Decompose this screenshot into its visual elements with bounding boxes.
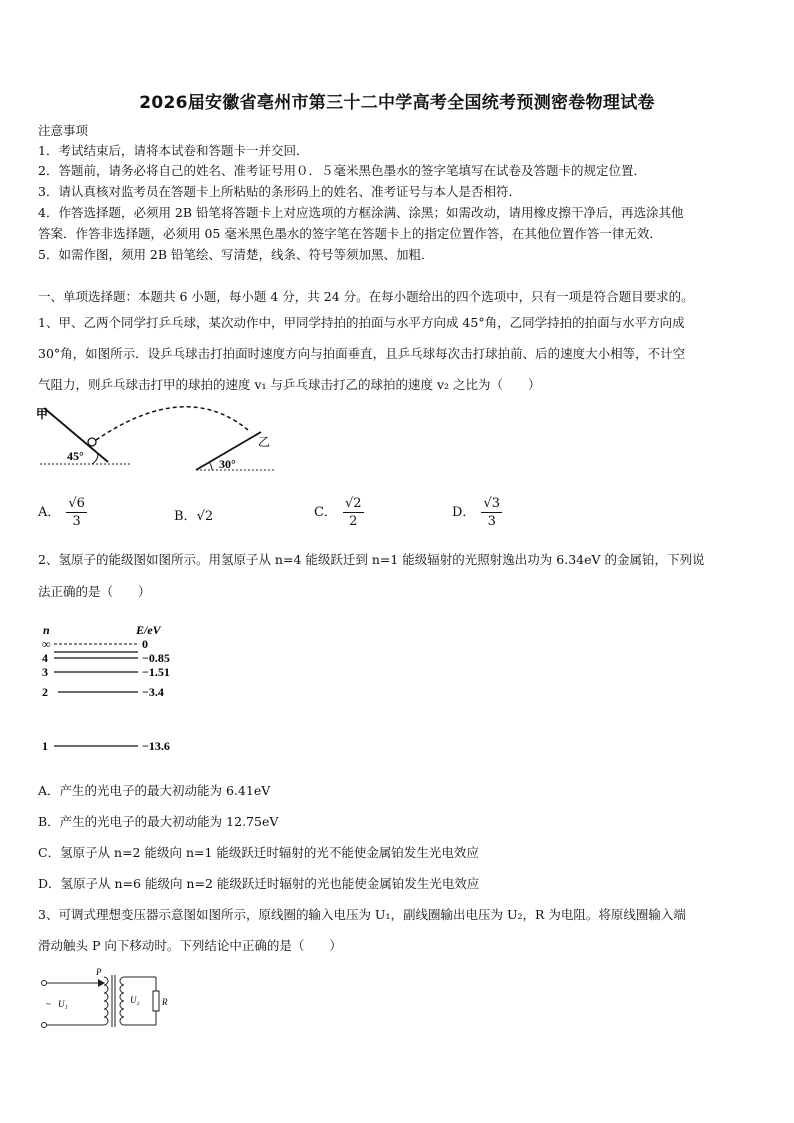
section-heading: 一、单项选择题：本题共 6 小题，每小题 4 分，共 24 分。在每小题给出的四个选项中，只有一项是符合题目要求的。: [38, 289, 694, 304]
option-a-numerator: √6: [68, 496, 85, 511]
notice-item-4: 4．作答选择题，必须用 2B 铅笔将答题卡上对应选项的方框涂满、涂黑；如需改动，请用橡皮擦干净后，再选涂其他: [38, 205, 684, 220]
axis-e-label: E/eV: [136, 623, 161, 637]
q3-line-2: 滑动触头 P 向下移动时。下列结论中正确的是（ ）: [38, 938, 342, 953]
label-yi: 乙: [258, 435, 271, 449]
option-c-fraction: [343, 496, 364, 529]
q2-option-b[interactable]: B．产生的光电子的最大初动能为 12.75eV: [38, 814, 279, 829]
q2-line-2: 法正确的是（ ）: [38, 584, 151, 599]
notice-item-4-cont: 答案．作答非选择题，必须用 05 毫米黑色墨水的签字笔在答题卡上的指定位置作答，在其他位置作答一律无效．: [38, 226, 662, 241]
notice-item-3: 3．请认真核对监考员在答题卡上所粘贴的条形码上的姓名、准考证号与本人是否相符．: [38, 184, 521, 199]
label-u2: U₂: [130, 995, 140, 1005]
q1-line-1: 1、甲、乙两个同学打乒乓球，某次动作中，甲同学持拍的拍面与水平方向成 45°角，乙同学持拍的拍面与水平方向成: [38, 315, 685, 330]
notice-item-5: 5．如需作图，须用 2B 铅笔绘、写清楚，线条、符号等须加黑、加粗．: [38, 247, 434, 262]
label-jia: 甲: [36, 407, 49, 421]
q1-line-3: 气阻力，则乒乓球击打甲的球拍的速度 v₁ 与乒乓球击打乙的球拍的速度 v₂ 之比为（ ）: [38, 377, 541, 392]
level-e-1: −13.6: [142, 739, 170, 753]
option-d-numerator: √3: [483, 496, 500, 511]
energy-level-diagram: [38, 622, 188, 756]
level-e-4: −0.85: [142, 651, 170, 665]
notice-item-2: 2．答题前，请务必将自己的姓名、准考证号用０．５毫米黑色墨水的签字笔填写在试卷及答题卡的规定位置．: [38, 163, 646, 178]
q2-line-1: 2、氢原子的能级图如图所示。用氢原子从 n=4 能级跃迁到 n=1 能级辐射的光照射逸出功为 6.34eV 的金属铂，下列说: [38, 552, 705, 567]
q1-option-d[interactable]: [452, 496, 502, 529]
option-b-label: B．: [174, 509, 197, 524]
secondary-coil: [120, 977, 124, 1025]
q2-option-c[interactable]: C．氢原子从 n=2 能级向 n=1 能级跃迁时辐射的光不能使金属铂发生光电效应: [38, 845, 479, 860]
option-c-denominator: 2: [349, 514, 358, 529]
ball-icon: [88, 438, 96, 446]
level-e-3: −1.51: [142, 665, 170, 679]
angle-arc-45: [92, 454, 98, 464]
q1-option-a[interactable]: [38, 496, 87, 529]
q2-option-a[interactable]: A．产生的光电子的最大初动能为 6.41eV: [38, 783, 271, 798]
q3-line-1: 3、可调式理想变压器示意图如图所示，原线圈的输入电压为 U₁，副线圈输出电压为 U₂，R 为电阻。将原线圈输入端: [38, 907, 686, 922]
level-n-2: 2: [42, 685, 48, 699]
level-n-1: 1: [42, 739, 48, 753]
slider-arrow-icon: [98, 979, 105, 987]
q1-line-2: 30°角，如图所示．设乒乓球击打拍面时速度方向与拍面垂直，且乒乓球每次击打球拍前、后的速度大小相等，不计空: [38, 346, 686, 361]
option-a-denominator: 3: [72, 514, 81, 529]
option-d-label: D．: [452, 505, 476, 520]
resistor-icon: [153, 991, 159, 1011]
label-ac: ~: [46, 999, 51, 1009]
q1-figure: [36, 404, 286, 476]
angle-arc-30: [209, 462, 212, 470]
input-terminal-bottom: [42, 1023, 47, 1028]
level-e-inf: 0: [142, 637, 148, 651]
notice-heading: 注意事项: [38, 123, 89, 138]
option-a-fraction: [66, 496, 87, 529]
label-angle-45: 45°: [67, 449, 84, 463]
level-n-inf: ∞: [42, 637, 51, 651]
q2-option-d[interactable]: D．氢原子从 n=6 能级向 n=2 能级跃迁时辐射的光也能使金属铂发生光电效应: [38, 876, 480, 891]
page-title: 2026届安徽省亳州市第三十二中学高考全国统考预测密卷物理试卷: [139, 93, 655, 113]
option-c-numerator: √2: [344, 496, 362, 511]
primary-coil: [104, 977, 108, 1025]
option-c-label: C．: [314, 505, 337, 520]
axis-n-label: n: [43, 623, 50, 637]
option-b-value: √2: [196, 509, 214, 524]
label-angle-30: 30°: [219, 457, 236, 471]
level-n-4: 4: [42, 651, 48, 665]
q1-option-b[interactable]: [174, 505, 213, 524]
label-r: R: [162, 997, 168, 1007]
option-d-denominator: 3: [487, 514, 496, 529]
option-d-fraction: [481, 496, 502, 529]
ball-trajectory: [96, 407, 248, 440]
q1-option-c[interactable]: [314, 496, 364, 529]
label-u1: U₁: [58, 999, 68, 1009]
transformer-diagram: [38, 965, 178, 1037]
label-p: P: [96, 967, 102, 977]
option-a-label: A．: [38, 505, 61, 520]
level-n-3: 3: [42, 665, 48, 679]
level-e-2: −3.4: [142, 685, 164, 699]
notice-item-1: 1．考试结束后，请将本试卷和答题卡一并交回．: [38, 143, 309, 158]
input-terminal-top: [42, 981, 47, 986]
